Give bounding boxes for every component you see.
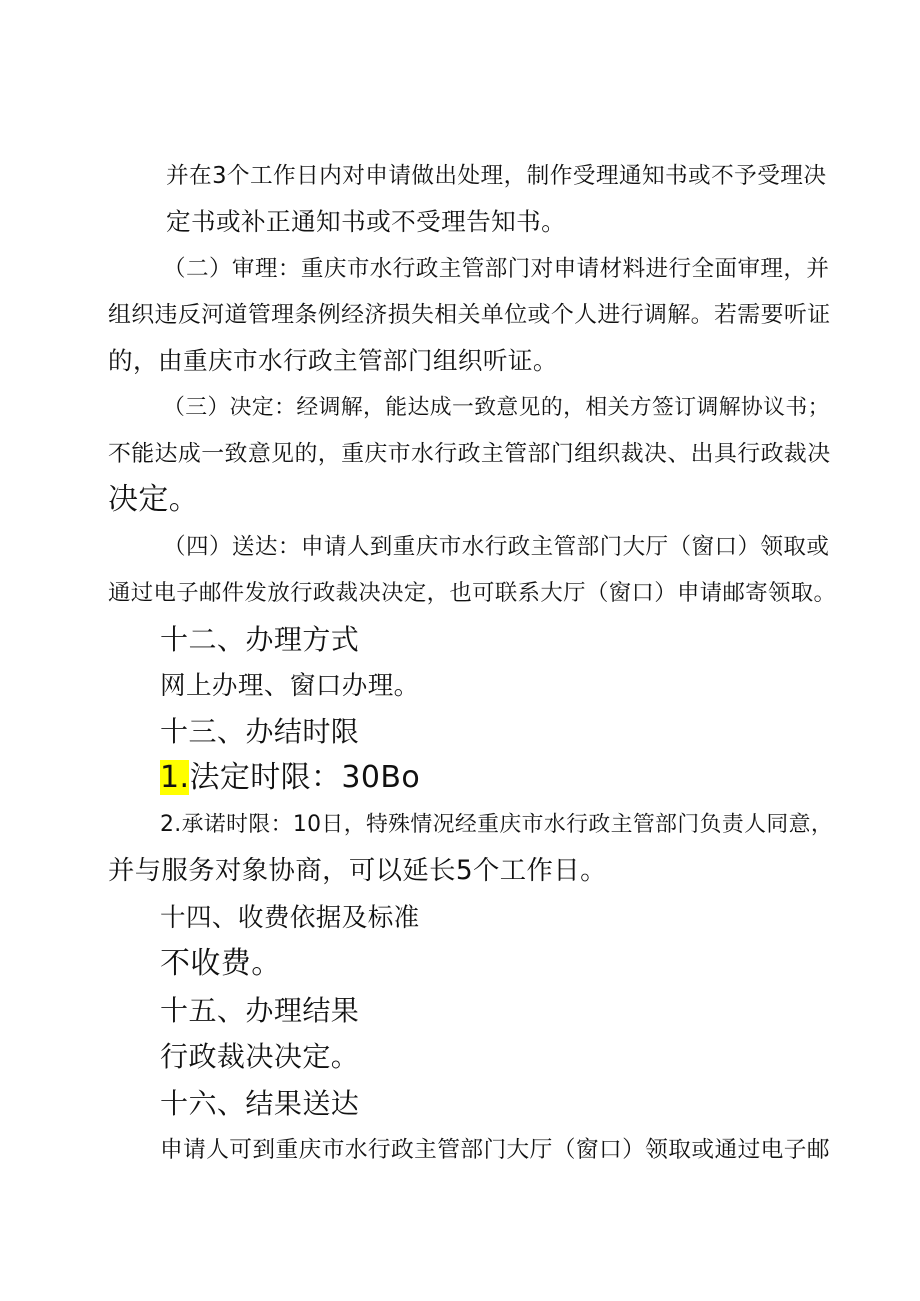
section-heading: 十四、收费依据及标准 — [160, 903, 420, 933]
section-heading: 十二、办理方式 — [160, 623, 360, 656]
paragraph-line: 定书或补正通知书或不受理告知书。 — [166, 207, 567, 236]
paragraph-line: 并与服务对象协商，可以延长5个工作日。 — [108, 856, 607, 886]
list-item: 2.承诺时限：10日，特殊情况经重庆市水行政主管部门负责人同意， — [160, 812, 834, 837]
paragraph-line: 行政裁决决定。 — [160, 1040, 360, 1073]
section-heading: 十六、结果送达 — [160, 1087, 360, 1120]
paragraph-line: （二）审理：重庆市水行政主管部门对申请材料进行全面审理，并 — [163, 256, 830, 282]
paragraph-line: （四）送达：申请人到重庆市水行政主管部门大厅（窗口）领取或 — [163, 534, 830, 560]
paragraph-line: 通过电子邮件发放行政裁决决定，也可联系大厅（窗口）申请邮寄领取。 — [108, 580, 837, 606]
paragraph-line: 组织违反河道管理条例经济损失相关单位或个人进行调解。若需要听证 — [108, 302, 831, 328]
paragraph-line: 不收费。 — [160, 946, 282, 981]
paragraph-line: （三）决定：经调解，能达成一致意见的，相关方签订调解协议书； — [163, 395, 830, 420]
paragraph-line: 决定。 — [108, 482, 200, 517]
paragraph-line: 不能达成一致意见的，重庆市水行政主管部门组织裁决、出具行政裁决 — [108, 441, 831, 467]
paragraph-line: 申请人可到重庆市水行政主管部门大厅（窗口）领取或通过电子邮 — [160, 1137, 830, 1163]
list-item-text: 法定时限：30Bo — [189, 760, 421, 795]
highlight-marker: 1. — [160, 760, 190, 795]
paragraph-line: 的，由重庆市水行政主管部门组织听证。 — [108, 346, 558, 375]
paragraph-line: 并在3个工作日内对申请做出处理，制作受理通知书或不予受理决 — [166, 163, 827, 189]
section-heading: 十三、办结时限 — [160, 715, 360, 748]
section-heading: 十五、办理结果 — [160, 994, 360, 1027]
paragraph-line: 网上办理、窗口办理。 — [160, 671, 420, 701]
list-item — [160, 760, 420, 796]
